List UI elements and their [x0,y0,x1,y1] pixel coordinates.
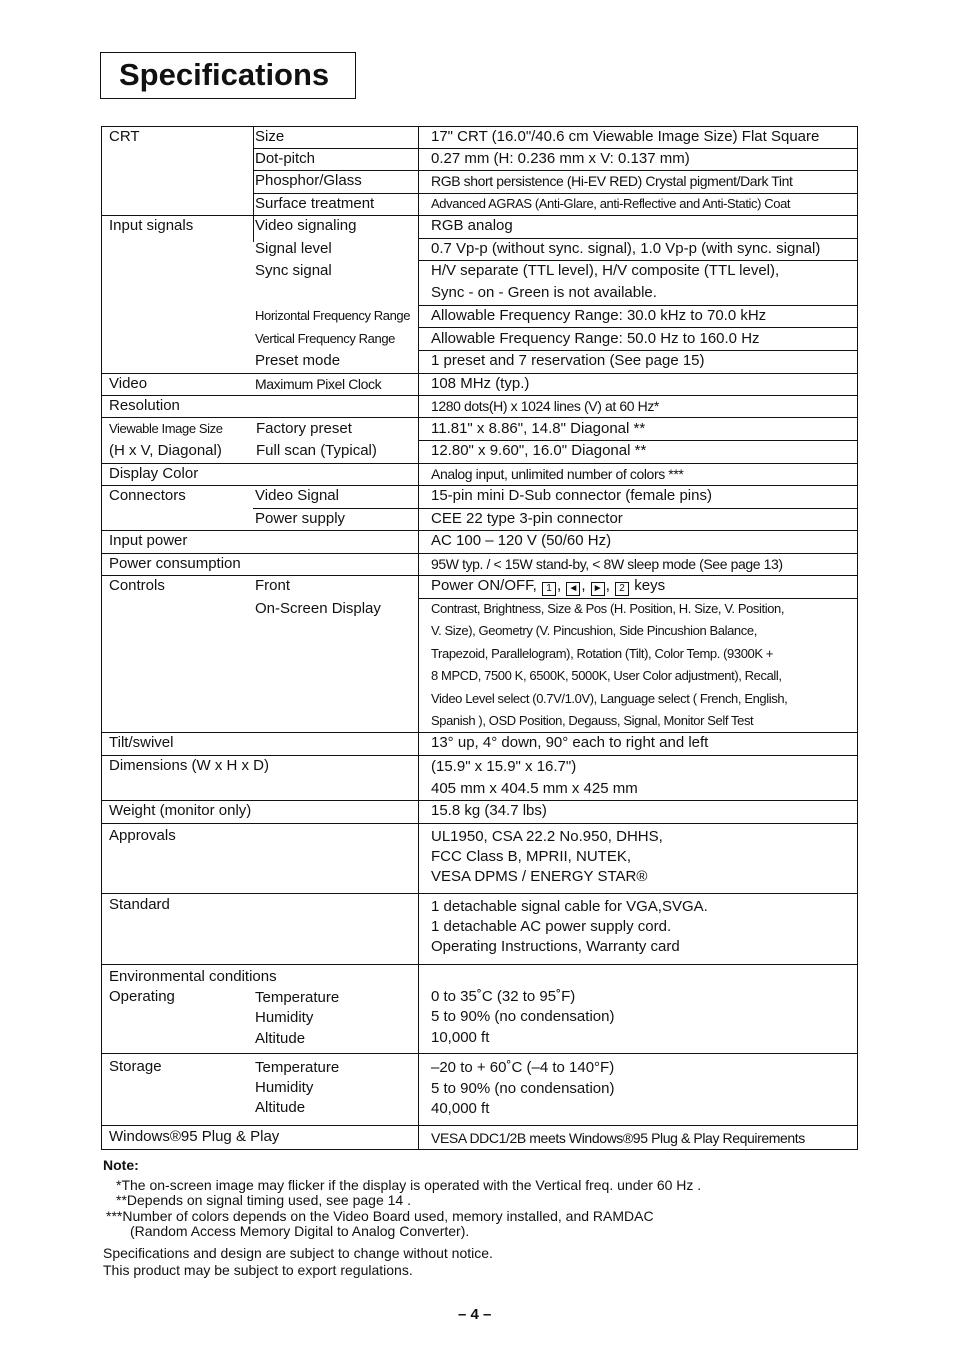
spec-item: Altitude [255,1030,306,1047]
spec-value: 11.81" x 8.86", 14.8" Diagonal ** [431,420,646,437]
key-right-icon: ► [591,582,605,596]
spec-value: Power ON/OFF, [431,577,537,594]
footer-line: Specifications and design are subject to change without notice. [103,1245,493,1261]
spec-category: Weight (monitor only) [109,802,252,819]
spec-item: Preset mode [255,352,341,369]
spec-value: –20 to + 60˚C (–4 to 140°F) [431,1059,615,1076]
spec-value: CEE 22 type 3-pin connector [431,510,623,527]
spec-item: Signal level [255,240,332,257]
spec-category: Viewable Image Size [109,421,223,436]
note-line: *The on-screen image may flicker if the display is operated with the Vertical freq. under 60 Hz . [116,1177,702,1193]
spec-item: Factory preset [256,420,352,437]
spec-value: VESA DDC1/2B meets Windows®95 Plug & Play Requirements [431,1130,805,1146]
spec-value: Trapezoid, Parallelogram), Rotation (Tilt), Color Temp. (9300K + [431,646,774,661]
spec-item: Video Signal [255,487,339,504]
spec-value: 1 detachable signal cable for VGA,SVGA. [431,898,708,915]
spec-value: 1280 dots(H) x 1024 lines (V) at 60 Hz* [431,398,659,414]
spec-item: Horizontal Frequency Range [255,308,411,323]
note-line: ***Number of colors depends on the Video Board used, memory installed, and RAMDAC [106,1208,654,1224]
spec-value: 0 to 35˚C (32 to 95˚F) [431,988,576,1005]
spec-value: RGB short persistence (Hi-EV RED) Crystal pigment/Dark Tint [431,173,793,189]
spec-value: Sync - on - Green is not available. [431,284,657,301]
spec-value: 5 to 90% (no condensation) [431,1008,615,1025]
spec-item: Vertical Frequency Range [255,331,395,346]
spec-category: Video [109,375,148,392]
spec-value: Advanced AGRAS (Anti-Glare, anti-Reflective and Anti-Static) Coat [431,196,791,211]
spec-item: Size [255,128,285,145]
spec-item: Temperature [255,1059,340,1076]
spec-value: Allowable Frequency Range: 30.0 kHz to 70.0 kHz [431,307,767,324]
spec-value: Video Level select (0.7V/1.0V), Language select ( French, English, [431,691,788,706]
title-box [100,52,356,99]
spec-category: Controls [109,577,165,594]
spec-item: Front [255,577,291,594]
page-title: Specifications [119,57,330,92]
spec-value: RGB analog [431,217,513,234]
spec-category: Tilt/swivel [109,734,174,751]
spec-category: Connectors [109,487,186,504]
keys-suffix: keys [634,577,666,594]
spec-item: Humidity [255,1079,314,1096]
footer-line: This product may be subject to export regulations. [103,1262,413,1278]
row-divider [102,823,858,824]
spec-value: FCC Class B, MPRII, NUTEK, [431,848,632,865]
key-1-icon: 1 [542,582,556,596]
spec-value: Analog input, unlimited number of colors *** [431,466,684,482]
spec-category: Storage [109,1058,162,1075]
spec-value: 10,000 ft [431,1029,490,1046]
spec-item: Phosphor/Glass [255,172,362,189]
row-divider [418,327,858,328]
spec-category: Power consumption [109,555,241,572]
row-divider [102,964,858,965]
spec-category: Environmental conditions [109,968,277,985]
spec-category: Resolution [109,397,180,414]
spec-item: Humidity [255,1009,314,1026]
spec-value: 15-pin mini D-Sub connector (female pins) [431,487,712,504]
page-number: – 4 – [458,1306,492,1323]
spec-value: 8 MPCD, 7500 K, 6500K, 5000K, User Color adjustment), Recall, [431,668,782,683]
spec-value: 95W typ. / < 15W stand-by, < 8W sleep mode (See page 13) [431,556,783,572]
spec-category: Display Color [109,465,199,482]
spec-value: AC 100 – 120 V (50/60 Hz) [431,532,612,549]
note-line: (Random Access Memory Digital to Analog Converter). [130,1223,470,1239]
spec-value: 0.7 Vp-p (without sync. signal), 1.0 Vp-p (with sync. signal) [431,240,821,257]
spec-value: Allowable Frequency Range: 50.0 Hz to 160.0 Hz [431,330,760,347]
spec-value: 5 to 90% (no condensation) [431,1080,615,1097]
row-divider [102,1125,858,1126]
spec-category: Input power [109,532,188,549]
spec-value: Spanish ), OSD Position, Degauss, Signal, Monitor Self Test [431,713,754,728]
spec-value-controls: Power ON/OFF, 1 , ◄ , ► , 2 keys [431,577,666,594]
spec-value: 12.80" x 9.60", 16.0" Diagonal ** [431,442,647,459]
spec-item: Power supply [255,510,346,527]
spec-item: Altitude [255,1099,306,1116]
spec-item: Temperature [255,989,340,1006]
spec-item: Full scan (Typical) [256,442,377,459]
spec-category-sub: Operating [109,988,175,1005]
note-label: Note: [103,1157,139,1173]
spec-item: Video signaling [255,217,357,234]
spec-category: Windows®95 Plug & Play [109,1128,280,1145]
spec-value: V. Size), Geometry (V. Pincushion, Side Pincushion Balance, [431,623,757,638]
spec-value: 13° up, 4° down, 90° each to right and left [431,734,709,751]
spec-value: Contrast, Brightness, Size & Pos (H. Position, H. Size, V. Position, [431,601,785,616]
key-2-icon: 2 [615,582,629,596]
spec-item: Dot-pitch [255,150,316,167]
spec-category: Input signals [109,217,194,234]
spec-value: Operating Instructions, Warranty card [431,938,680,955]
spec-value: H/V separate (TTL level), H/V composite (TTL level), [431,262,780,279]
spec-item: Sync signal [255,262,332,279]
spec-item: On-Screen Display [255,600,381,617]
column-divider-crt [253,127,254,242]
spec-value: 15.8 kg (34.7 lbs) [431,802,547,819]
spec-value: (15.9" x 15.9" x 16.7") [431,758,577,775]
key-left-icon: ◄ [566,582,580,596]
row-divider [102,417,858,418]
spec-category: Standard [109,896,170,913]
row-divider [102,893,858,894]
spec-value: 1 preset and 7 reservation (See page 15) [431,352,705,369]
spec-value: 0.27 mm (H: 0.236 mm x V: 0.137 mm) [431,150,690,167]
spec-value: 1 detachable AC power supply cord. [431,918,672,935]
note-line: **Depends on signal timing used, see page 14 . [116,1192,411,1208]
spec-table [101,126,858,1150]
column-divider [418,127,419,1149]
spec-value: 17" CRT (16.0"/40.6 cm Viewable Image Size) Flat Square [431,128,820,145]
spec-value: VESA DPMS / ENERGY STAR® [431,868,648,885]
spec-category: (H x V, Diagonal) [109,442,222,459]
spec-category: Dimensions (W x H x D) [109,757,270,774]
spec-value: 108 MHz (typ.) [431,375,530,392]
spec-value: 40,000 ft [431,1100,490,1117]
spec-item: Surface treatment [255,195,375,212]
spec-category: CRT [109,128,140,145]
spec-category: Approvals [109,827,176,844]
spec-value: UL1950, CSA 22.2 No.950, DHHS, [431,828,663,845]
spec-item: Maximum Pixel Clock [255,376,382,392]
spec-value: 405 mm x 404.5 mm x 425 mm [431,780,638,797]
row-divider [102,1053,858,1054]
